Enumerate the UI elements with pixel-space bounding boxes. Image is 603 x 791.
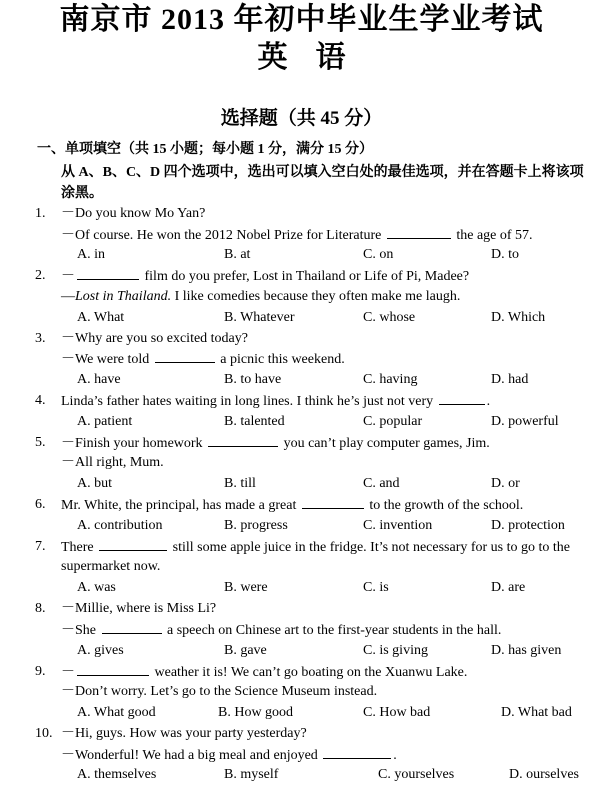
- option-b: B. at: [224, 247, 251, 262]
- question-line: －Why are you so excited today?: [61, 331, 248, 346]
- option-c: C. is: [363, 580, 389, 595]
- question-line: －She a speech on Chinese art to the first-year students in the hall.: [61, 623, 502, 638]
- answer-blank: [302, 496, 364, 509]
- question-number: 3.: [35, 331, 46, 346]
- option-d: D. ourselves: [509, 767, 579, 782]
- option-a: A. themselves: [77, 767, 157, 782]
- option-c: C. popular: [363, 414, 423, 429]
- exam-title: 南京市 2013 年初中毕业生学业考试: [59, 3, 544, 36]
- option-c: C. yourselves: [378, 767, 455, 782]
- option-a: A. gives: [77, 643, 124, 658]
- question-line: －Do you know Mo Yan?: [61, 206, 206, 221]
- option-b: B. myself: [224, 767, 279, 782]
- option-d: D. protection: [491, 518, 565, 533]
- option-a: A. was: [77, 580, 116, 595]
- question-number: 7.: [35, 539, 46, 554]
- question-number: 9.: [35, 664, 46, 679]
- option-d: D. or: [491, 476, 520, 491]
- question-line: － weather it is! We can’t go boating on the Xuanwu Lake.: [61, 665, 468, 680]
- question-number: 10.: [35, 726, 53, 741]
- option-a: A. What good: [77, 705, 156, 720]
- question-line: －All right, Mum.: [61, 455, 164, 470]
- question-line: －Of course. He won the 2012 Nobel Prize for Literature the age of 57.: [61, 228, 533, 243]
- question-line: Linda’s father hates waiting in long lines. I think he’s just not very .: [61, 394, 491, 409]
- question-line: －We were told a picnic this weekend.: [61, 352, 345, 367]
- question-line: supermarket now.: [61, 559, 161, 574]
- question-number: 5.: [35, 435, 46, 450]
- option-b: B. Whatever: [224, 310, 295, 325]
- question-line: －Finish your homework you can’t play computer games, Jim.: [61, 436, 490, 451]
- option-c: C. whose: [363, 310, 416, 325]
- option-c: C. on: [363, 247, 394, 262]
- answer-blank: [99, 538, 167, 551]
- answer-blank: [102, 621, 162, 634]
- question-line: —Lost in Thailand. I like comedies because they often make me laugh.: [61, 289, 461, 304]
- option-d: D. are: [491, 580, 526, 595]
- subject-title: [0, 40, 603, 76]
- option-b: B. progress: [224, 518, 288, 533]
- question-number: 1.: [35, 206, 46, 221]
- option-b: B. talented: [224, 414, 285, 429]
- option-d: D. has given: [491, 643, 562, 658]
- option-b: B. were: [224, 580, 268, 595]
- option-b: B. to have: [224, 372, 282, 387]
- answer-blank: [155, 350, 215, 363]
- answer-blank: [77, 663, 149, 676]
- subject-char-2: 语: [315, 41, 346, 74]
- option-a: A. contribution: [77, 518, 163, 533]
- answer-blank: [323, 746, 391, 759]
- option-a: A. have: [77, 372, 121, 387]
- question-line: －Hi, guys. How was your party yesterday?: [61, 726, 307, 741]
- option-c: C. having: [363, 372, 418, 387]
- answer-blank: [439, 392, 485, 405]
- instructions: 从 A、B、C、D 四个选项中，选出可以填入空白处的最佳选项，并在答题卡上将该项涂黑。: [61, 165, 584, 201]
- question-number: 2.: [35, 268, 46, 283]
- question-line: Mr. White, the principal, has made a great to the growth of the school.: [61, 498, 524, 513]
- answer-blank: [387, 226, 451, 239]
- option-c: C. is giving: [363, 643, 428, 658]
- option-a: A. in: [77, 247, 105, 262]
- option-d: D. had: [491, 372, 529, 387]
- option-b: B. till: [224, 476, 256, 491]
- part-title: 一、单项填空（共 15 小题；每小题 1 分，满分 15 分）: [37, 142, 373, 157]
- option-d: D. to: [491, 247, 519, 262]
- question-line: － film do you prefer, Lost in Thailand or Life of Pi, Madee?: [61, 269, 470, 284]
- option-b: B. gave: [224, 643, 267, 658]
- subject-char-1: 英: [257, 41, 288, 74]
- option-c: C. How bad: [363, 705, 431, 720]
- question-number: 8.: [35, 601, 46, 616]
- question-line: －Wonderful! We had a big meal and enjoyed .: [61, 748, 397, 763]
- option-a: A. What: [77, 310, 125, 325]
- option-d: D. What bad: [501, 705, 572, 720]
- answer-blank: [208, 434, 278, 447]
- option-a: A. patient: [77, 414, 133, 429]
- option-d: D. Which: [491, 310, 546, 325]
- question-line: There still some apple juice in the fridge. It’s not necessary for us to go to the: [61, 540, 571, 555]
- option-c: C. and: [363, 476, 400, 491]
- option-c: C. invention: [363, 518, 433, 533]
- option-d: D. powerful: [491, 414, 559, 429]
- answer-blank: [77, 267, 139, 280]
- option-b: B. How good: [218, 705, 294, 720]
- question-number: 6.: [35, 497, 46, 512]
- option-a: A. but: [77, 476, 112, 491]
- section-heading: 选择题（共 45 分）: [220, 108, 383, 129]
- question-line: －Don’t worry. Let’s go to the Science Museum instead.: [61, 684, 378, 699]
- question-line: －Millie, where is Miss Li?: [61, 601, 217, 616]
- question-number: 4.: [35, 393, 46, 408]
